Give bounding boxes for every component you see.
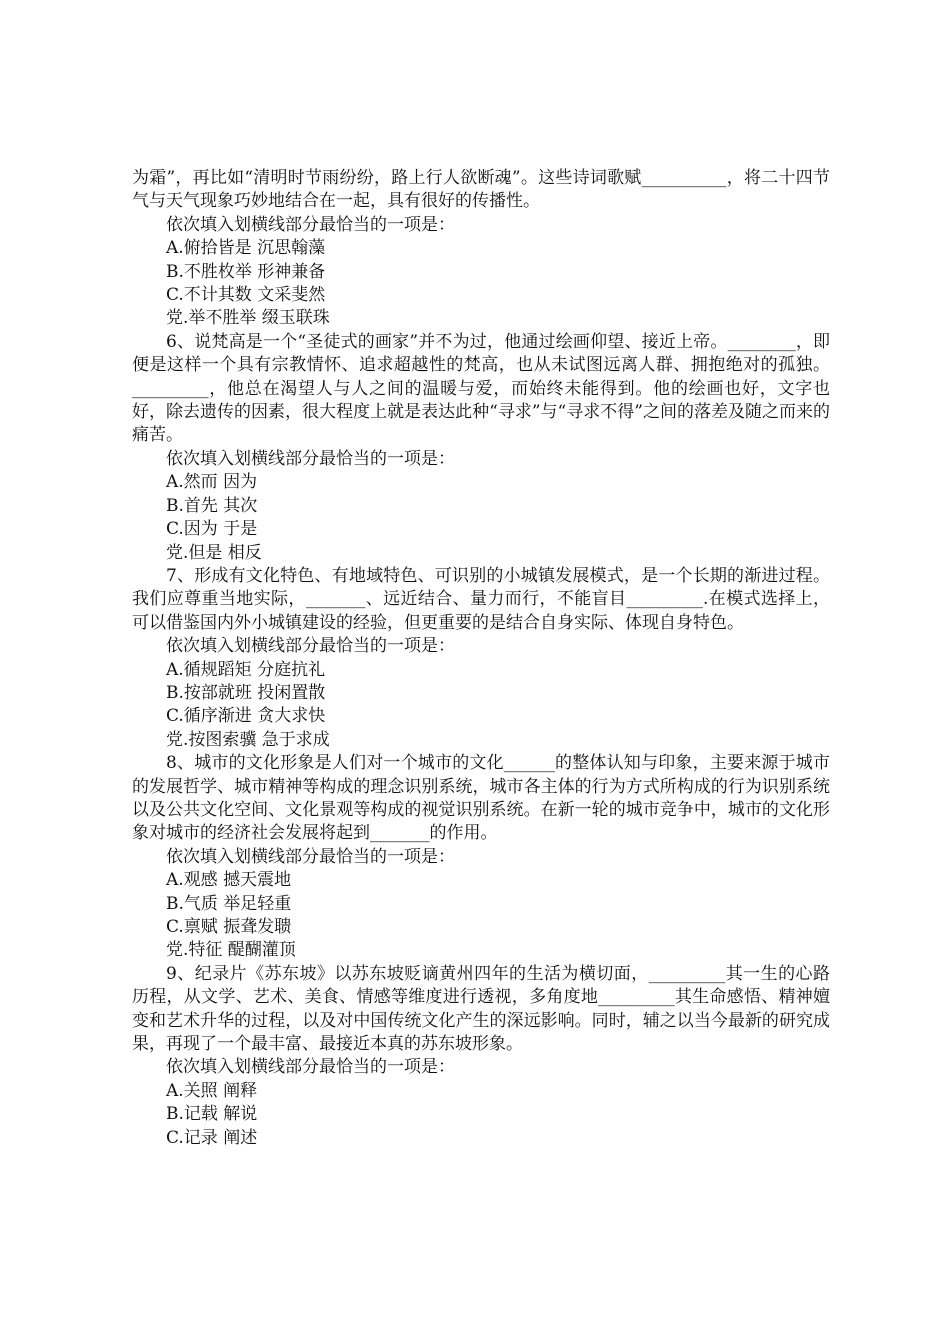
blank-line: _______ [305, 589, 366, 610]
question-5-option-d: 党.举不胜举 缀玉联珠 [166, 308, 330, 329]
question-6-option-d: 党.但是 相反 [166, 542, 262, 563]
question-7-stem [132, 565, 830, 635]
question-5-stem [132, 167, 830, 214]
stem-text: 、远近结合、量力而行，不能盲目 [365, 589, 627, 610]
question-5-option-b: B.不胜枚举 形神兼备 [166, 261, 326, 282]
question-9-option-a: A.关照 阐释 [166, 1080, 258, 1101]
document-body [132, 167, 830, 1150]
question-8-option-b: B.气质 举足轻重 [166, 893, 292, 914]
question-9-stem [132, 963, 830, 1057]
question-7-option-a: A.循规蹈矩 分庭抗礼 [166, 659, 326, 680]
question-5-option-c: C.不计其数 文采斐然 [166, 285, 326, 306]
question-6-option-c: C.因为 于是 [166, 519, 258, 540]
question-5-prompt: 依次填入划横线部分最恰当的一项是： [166, 214, 455, 235]
question-7-prompt: 依次填入划横线部分最恰当的一项是： [166, 636, 455, 657]
question-7-option-c: C.循序渐进 贪大求快 [166, 706, 326, 727]
stem-text: 6、说梵高是一个“圣徒式的画家”并不为过，他通过绘画仰望、接近上帝。 [166, 331, 728, 352]
question-6-prompt: 依次填入划横线部分最恰当的一项是： [166, 448, 455, 469]
blank-line: ________ [727, 331, 796, 352]
question-6-option-b: B.首先 其次 [166, 495, 258, 516]
question-8-prompt: 依次填入划横线部分最恰当的一项是： [166, 846, 455, 867]
question-9-option-c: C.记录 阐述 [166, 1127, 258, 1148]
question-7-option-d: 党.按图索骥 急于求成 [166, 729, 330, 750]
blank-line: _________ [626, 589, 703, 610]
blank-line: _________ [132, 378, 209, 399]
stem-text: 其一生的心路历程，从文学、艺术、美食、情感等维度进行透视，多角度地 [132, 963, 830, 1008]
blank-line: __________ [641, 168, 727, 188]
question-9-prompt: 依次填入划横线部分最恰当的一项是： [166, 1057, 455, 1078]
stem-text: 其生命感悟、精神嬗变和艺术升华的过程，以及对中国传统文化产生的深远影响。同时，辅之以当今最新的研究成果，再现了一个最丰富、最接近本真的苏东坡形象。 [132, 987, 830, 1055]
question-8 [132, 752, 830, 963]
stem-text: 8、城市的文化形象是人们对一个城市的文化 [166, 753, 504, 774]
question-9 [132, 963, 830, 1150]
stem-text: ，他总在渴望人与人之间的温暖与爱，而始终未能得到。他的绘画也好，文字也好，除去遗传的因素，很大程度上就是表达此种“寻求”与“寻求不得”之间的落差及随之而来的痛苦。 [132, 378, 830, 446]
stem-text: 的整体认知与印象，主要来源于城市的发展哲学、城市精神等构成的理念识别系统，城市各主体的行为方式所构成的行为识别系统以及公共文化空间、文化景观等构成的视觉识别系统。在新一轮的城市竞争中，城市的文化形象对城市的经济社会发展将起到 [132, 753, 830, 844]
stem-text: 为霜”，再比如“清明时节雨纷纷，路上行人欲断魂”。这些诗词歌赋 [132, 168, 642, 188]
question-7-option-b: B.按部就班 投闲置散 [166, 682, 326, 703]
stem-text: .在模式选择上，可以借鉴国内外小城镇建设的经验，但更重要的是结合自身实际、体现自身特色。 [132, 589, 831, 633]
blank-line: _________ [598, 987, 675, 1008]
question-5-option-a: A.俯拾皆是 沉思翰藻 [166, 238, 326, 259]
question-8-option-a: A.观感 撼天震地 [166, 870, 292, 891]
question-9-option-b: B.记载 解说 [166, 1104, 258, 1125]
stem-text: 7、形成有文化特色、有地域特色、可识别的小城镇发展模式，是一个长期的渐进过程。我们应尊重当地实际， [132, 565, 830, 610]
question-8-option-d: 党.特征 醍醐灌顶 [166, 940, 296, 961]
question-8-stem [132, 752, 830, 846]
blank-line: _________ [648, 963, 726, 984]
stem-text: 9、纪录片《苏东坡》以苏东坡贬谪黄州四年的生活为横切面， [166, 963, 649, 984]
question-6 [132, 331, 830, 565]
stem-text: 的作用。 [429, 823, 498, 844]
question-6-option-a: A.然而 因为 [166, 472, 258, 493]
question-5-fragment [132, 167, 830, 331]
question-6-stem [132, 331, 830, 448]
question-7 [132, 565, 830, 752]
blank-line: _______ [370, 823, 430, 844]
stem-text: ，即便是这样一个具有宗教情怀、追求超越性的梵高，也从未试图远离人群、拥抱绝对的孤独。 [132, 331, 831, 376]
blank-line: ______ [503, 753, 555, 774]
stem-text: ，将二十四节气与天气现象巧妙地结合在一起，具有很好的传播性。 [132, 168, 830, 212]
question-8-option-c: C.禀赋 振聋发聩 [166, 917, 292, 937]
